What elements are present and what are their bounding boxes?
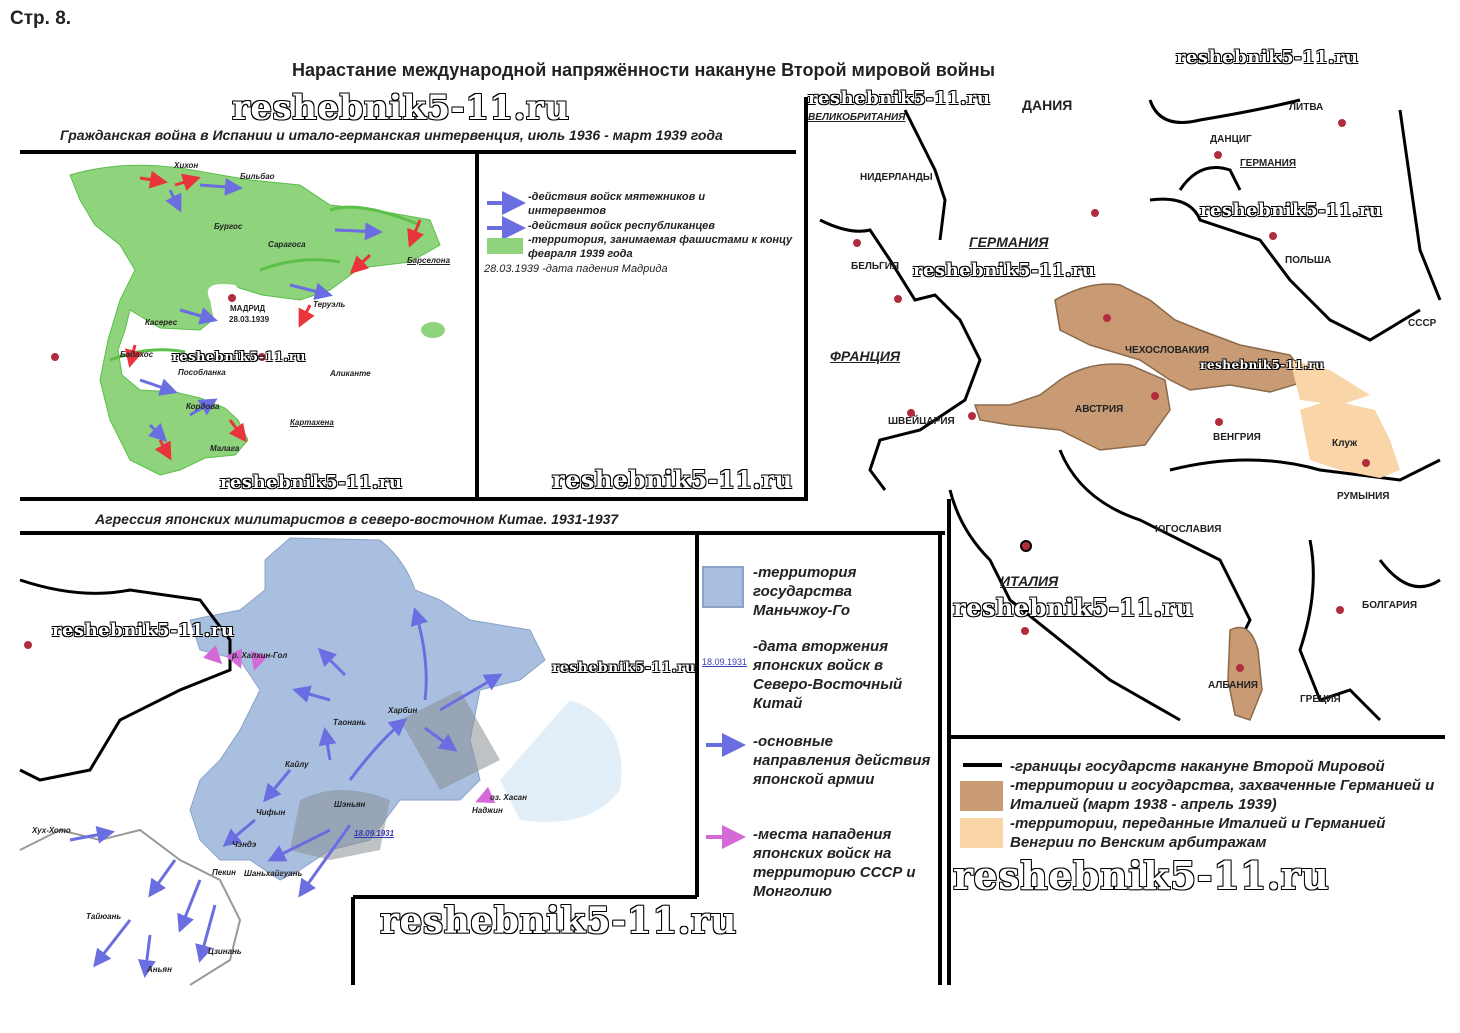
republican-arrow bbox=[335, 230, 380, 232]
city-label: Цзинань bbox=[208, 947, 242, 956]
city-label: Тайюань bbox=[86, 912, 122, 921]
country-label: ЮГОСЛАВИЯ bbox=[1155, 524, 1222, 535]
city-label: Аликанте bbox=[330, 369, 371, 378]
watermark: reshebnik5-11.ru bbox=[1200, 358, 1325, 372]
country-label: ФРАНЦИЯ bbox=[830, 348, 901, 364]
legend-borders: -границы государств накануне Второй Мировой bbox=[1010, 758, 1385, 775]
china-map-title: Агрессия японских милитаристов в северо-восточном Китае. 1931-1937 bbox=[95, 511, 619, 527]
city-label: Пекин bbox=[212, 868, 236, 877]
city-label: оз. Хасан bbox=[490, 793, 527, 802]
city-label: Касерес bbox=[145, 318, 178, 327]
country-label: ГЕРМАНИЯ bbox=[969, 234, 1049, 250]
city-label: Таонань bbox=[333, 718, 367, 727]
watermark: reshebnik5-11.ru bbox=[232, 88, 570, 128]
city-label: Пособланка bbox=[178, 368, 226, 377]
country-label: ШВЕЙЦАРИЯ bbox=[888, 416, 955, 427]
direction-arrow bbox=[95, 920, 130, 965]
rebel-arrow bbox=[300, 305, 310, 325]
watermark: reshebnik5-11.ru bbox=[953, 593, 1194, 622]
watermark: reshebnik5-11.ru bbox=[552, 660, 696, 676]
country-label: ГЕРМАНИЯ bbox=[1240, 158, 1297, 169]
country-label: Клуж bbox=[1332, 438, 1358, 449]
city-label: Кордова bbox=[186, 402, 220, 411]
city-label: МАДРИД bbox=[230, 304, 266, 313]
country-label: ДАНИЯ bbox=[1022, 97, 1073, 113]
page-number: Стр. 8. bbox=[10, 8, 72, 29]
city-label: Шаньхайгуань bbox=[244, 869, 303, 878]
watermark: reshebnik5-11.ru bbox=[1200, 200, 1383, 221]
city-label: 28.03.1939 bbox=[229, 315, 270, 324]
city-label: Теруэль bbox=[313, 300, 346, 309]
watermark: reshebnik5-11.ru bbox=[52, 620, 235, 641]
city-label: Сарагоса bbox=[268, 240, 306, 249]
city-label: Шэньян bbox=[334, 800, 366, 809]
page-title: Нарастание международной напряжённости накануне Второй мировой войны bbox=[292, 60, 995, 80]
country-label: АВСТРИЯ bbox=[1075, 404, 1124, 415]
country-label: ВЕНГРИЯ bbox=[1213, 432, 1261, 443]
city-label: Бадахос bbox=[120, 350, 154, 359]
country-label: ЛИТВА bbox=[1289, 102, 1324, 113]
legend-transferred: -территории, переданные Италией и Германией Венгрии по Венским арбитражам bbox=[1010, 815, 1386, 851]
direction-arrow bbox=[180, 880, 200, 930]
legend-seized: -территории и государства, захваченные Германией и Италией (март 1938 - апрель 1939) bbox=[1010, 777, 1435, 813]
city-label: Барселона bbox=[407, 256, 451, 265]
country-label: ВЕЛИКОБРИТАНИЯ bbox=[808, 112, 906, 123]
city-label: Картахена bbox=[290, 418, 334, 427]
city-label: Наджин bbox=[472, 806, 503, 815]
legend-date-sample: 18.09.1931 bbox=[702, 657, 748, 667]
legend-directions: -основные направления действия японской армии bbox=[753, 733, 931, 788]
country-label: НИДЕРЛАНДЫ bbox=[860, 172, 933, 183]
legend-rebels: -действия войск мятежников и интервентов bbox=[528, 191, 706, 217]
attack-arrow bbox=[478, 797, 487, 801]
legend-republicans: -действия войск республиканцев bbox=[528, 220, 715, 232]
watermark: reshebnik5-11.ru bbox=[808, 88, 991, 109]
country-label: ГРЕЦИЯ bbox=[1300, 694, 1341, 705]
legend-attacks: -места нападения японских войск на территорию СССР и Монголию bbox=[753, 826, 916, 900]
watermark: reshebnik5-11.ru bbox=[380, 900, 737, 942]
direction-arrow bbox=[150, 860, 175, 895]
country-label: ИТАЛИЯ bbox=[1000, 573, 1059, 589]
legend-fascist-territory: -территория, занимаемая фашистами к концу февраля 1939 года bbox=[528, 234, 793, 260]
country-label: АЛБАНИЯ bbox=[1208, 680, 1258, 691]
city-label: р. Халхин-Гол bbox=[232, 651, 288, 660]
country-label: ДАНЦИГ bbox=[1210, 134, 1252, 145]
city-label: 18.09.1931 bbox=[354, 829, 395, 838]
city-label: Бильбао bbox=[240, 172, 275, 181]
city-label: Аньян bbox=[147, 965, 172, 974]
watermark: reshebnik5-11.ru bbox=[172, 350, 307, 365]
legend-madrid-date: 28.03.1939 -дата падения Мадрида bbox=[484, 263, 668, 275]
country-label: ПОЛЬША bbox=[1285, 255, 1332, 266]
city-label: Чэндэ bbox=[232, 840, 257, 849]
city-label: Бургос bbox=[214, 222, 243, 231]
watermark: reshebnik5-11.ru bbox=[953, 853, 1330, 898]
spain-map-title: Гражданская война в Испании и итало-германская интервенция, июль 1936 - март 1939 года bbox=[60, 127, 723, 143]
city-label: Хихон bbox=[174, 161, 199, 170]
watermark: reshebnik5-11.ru bbox=[913, 260, 1096, 281]
legend-manchukuo: -территория государства Маньчжоу-Го bbox=[753, 564, 857, 619]
watermark: reshebnik5-11.ru bbox=[1176, 47, 1359, 68]
country-label: СССР bbox=[1408, 318, 1437, 329]
watermark: reshebnik5-11.ru bbox=[552, 465, 793, 494]
watermark: reshebnik5-11.ru bbox=[220, 472, 403, 493]
country-label: ЧЕХОСЛОВАКИЯ bbox=[1125, 345, 1210, 356]
country-label: БЕЛЬГИЯ bbox=[851, 261, 900, 272]
city-label: Кайлу bbox=[285, 760, 309, 769]
city-label: Малага bbox=[210, 444, 240, 453]
city-label: Хух-Хото bbox=[32, 826, 71, 835]
city-label: Харбин bbox=[388, 706, 418, 715]
country-label: БОЛГАРИЯ bbox=[1362, 600, 1418, 611]
city-label: Чифын bbox=[256, 808, 286, 817]
country-label: РУМЫНИЯ bbox=[1337, 491, 1390, 502]
legend-invasion-date: -дата вторжения японских войск в Северо-Восточный Китай bbox=[753, 638, 903, 712]
